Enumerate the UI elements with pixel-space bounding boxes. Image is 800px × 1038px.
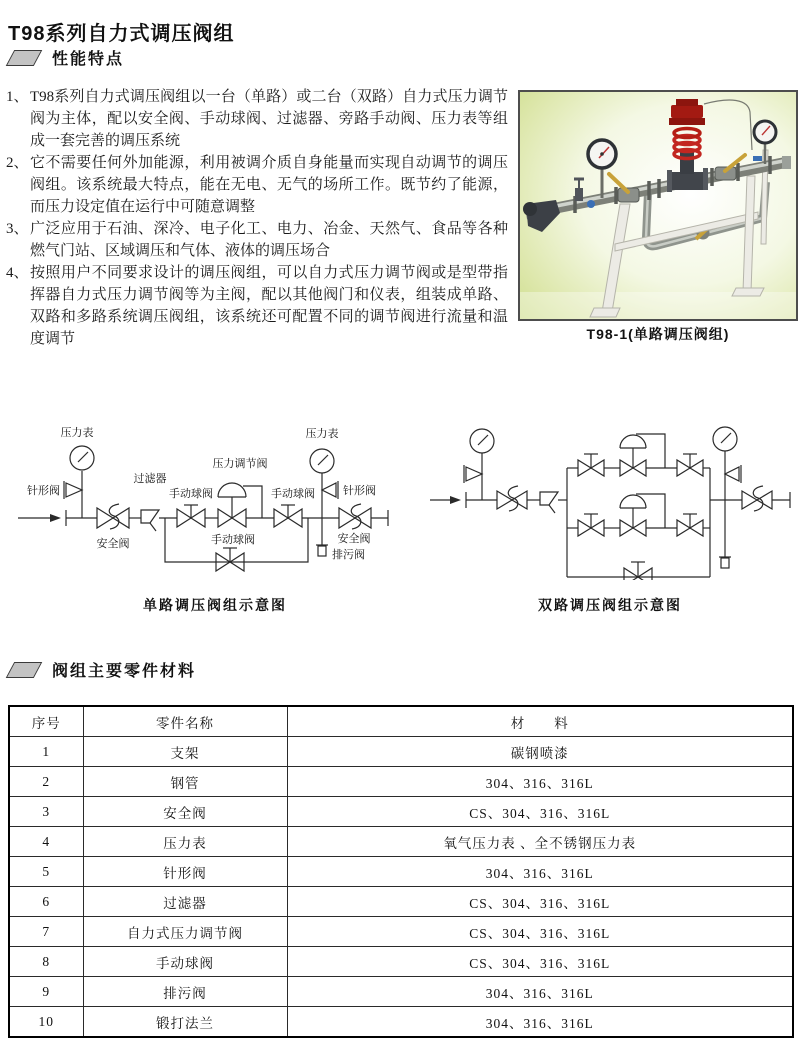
part-name-cell: 过滤器	[83, 887, 287, 917]
regulator-symbol	[620, 434, 665, 476]
diagram-label: 手动球阀	[169, 488, 213, 500]
header-part-name: 零件名称	[83, 706, 287, 737]
material-cell: 碳钢喷漆	[287, 737, 793, 767]
feature-item	[6, 262, 508, 350]
regulator-symbol	[218, 483, 262, 527]
safety-valve-symbol	[339, 504, 371, 529]
features-section-header	[10, 46, 124, 69]
feature-text: 按照用户不同要求设计的调压阀组，可以自力式压力调节阀或是型带指挥器自力式压力调节阀等为主阀，配以其他阀门和仪表，组装成单路、双路和多路系统调压阀组，该系统还可配置不同的调节阀进行流量和温度调节	[30, 265, 508, 347]
safety-valve-symbol	[742, 486, 772, 511]
feature-number: 3、	[6, 221, 29, 237]
material-cell: 304、316、316L	[287, 857, 793, 887]
material-cell: 304、316、316L	[287, 767, 793, 797]
diagram-label: 手动球阀	[271, 488, 315, 500]
part-name-cell: 自力式压力调节阀	[83, 917, 287, 947]
ball-valve-symbol	[578, 514, 604, 536]
materials-heading: 阀组主要零件材料	[52, 663, 197, 680]
double-line-diagram	[420, 420, 800, 580]
table-row	[9, 797, 793, 827]
row-number-cell: 2	[9, 767, 83, 797]
features-heading: 性能特点	[52, 51, 125, 68]
diagram-label: 安全阀	[96, 538, 130, 550]
feature-item	[6, 152, 508, 218]
header-material: 材 料	[287, 706, 793, 737]
page-title: T98系列自力式调压阀组	[8, 23, 235, 46]
material-cell: CS、304、316、316L	[287, 917, 793, 947]
filter-symbol	[141, 510, 159, 531]
table-row	[9, 737, 793, 767]
table-row	[9, 977, 793, 1007]
part-name-cell: 锻打法兰	[83, 1007, 287, 1038]
flow-arrow	[450, 496, 461, 504]
feature-number: 2、	[6, 155, 29, 171]
diagram-label: 压力表	[60, 427, 94, 439]
part-name-cell: 安全阀	[83, 797, 287, 827]
part-name-cell: 支架	[83, 737, 287, 767]
materials-section-header	[10, 658, 196, 681]
feature-number: 4、	[6, 265, 29, 281]
table-row	[9, 857, 793, 887]
table-row	[9, 1007, 793, 1038]
needle-valve-symbol	[725, 465, 741, 483]
feature-text: T98系列自力式调压阀组以一台（单路）或二台（双路）自力式压力调节阀为主体，配以安全阀、手动球阀、过滤器、旁路手动阀、压力表等组成一套完善的调压系统	[30, 89, 508, 149]
single-line-diagram	[0, 420, 420, 580]
ball-valve-symbol	[177, 505, 205, 527]
row-number-cell: 1	[9, 737, 83, 767]
row-number-cell: 6	[9, 887, 83, 917]
row-number-cell: 9	[9, 977, 83, 1007]
part-name-cell: 压力表	[83, 827, 287, 857]
material-cell: CS、304、316、316L	[287, 887, 793, 917]
row-number-cell: 4	[9, 827, 83, 857]
table-row	[9, 917, 793, 947]
part-name-cell: 针形阀	[83, 857, 287, 887]
diagram-label: 排污阀	[332, 549, 365, 561]
table-row	[9, 827, 793, 857]
needle-valve-symbol	[464, 465, 482, 483]
diagram-label: 针形阀	[343, 485, 376, 497]
part-name-cell: 手动球阀	[83, 947, 287, 977]
part-name-cell: 排污阀	[83, 977, 287, 1007]
ball-valve-symbol	[274, 505, 302, 527]
single-diagram-caption: 单路调压阀组示意图	[143, 597, 287, 613]
diagram-label: 压力表	[305, 428, 339, 440]
table-row	[9, 767, 793, 797]
material-cell: CS、304、316、316L	[287, 947, 793, 977]
product-photo-art	[520, 92, 796, 319]
table-row	[9, 947, 793, 977]
feature-number: 1、	[6, 89, 29, 105]
safety-valve-symbol	[97, 504, 129, 529]
drain-valve-symbol	[316, 518, 328, 556]
diagram-label: 安全阀	[337, 533, 371, 545]
double-diagram-caption: 双路调压阀组示意图	[538, 597, 682, 613]
feature-text: 广泛应用于石油、深冷、电子化工、电力、冶金、天然气、食品等各种燃气门站、区域调压和气体、液体的调压场合	[30, 221, 508, 259]
needle-valve-symbol	[322, 481, 338, 499]
material-cell: CS、304、316、316L	[287, 797, 793, 827]
ball-valve-symbol	[216, 548, 244, 571]
feature-list	[6, 86, 508, 350]
row-number-cell: 7	[9, 917, 83, 947]
diagram-label: 压力调节阀	[212, 458, 268, 470]
ball-valve-symbol	[578, 454, 604, 476]
row-number-cell: 5	[9, 857, 83, 887]
needle-valve-symbol	[64, 481, 82, 499]
table-row	[9, 887, 793, 917]
row-number-cell: 10	[9, 1007, 83, 1038]
feature-item	[6, 86, 508, 152]
drain-valve-symbol	[719, 500, 731, 568]
part-name-cell: 钢管	[83, 767, 287, 797]
row-number-cell: 8	[9, 947, 83, 977]
materials-table-body	[9, 737, 793, 1038]
row-number-cell: 3	[9, 797, 83, 827]
photo-caption: T98-1(单路调压阀组)	[586, 326, 730, 342]
material-cell: 氧气压力表 、全不锈钢压力表	[287, 827, 793, 857]
parallelogram-icon	[6, 662, 43, 678]
feature-item	[6, 218, 508, 262]
material-cell: 304、316、316L	[287, 1007, 793, 1038]
parallelogram-icon	[6, 50, 43, 66]
ball-valve-symbol	[677, 454, 703, 476]
materials-table	[8, 705, 794, 1038]
table-header-row	[9, 706, 793, 737]
safety-valve-symbol	[497, 486, 527, 511]
header-index: 序号	[9, 706, 83, 737]
filter-symbol	[540, 492, 558, 513]
ball-valve-symbol	[677, 514, 703, 536]
diagram-label: 过滤器	[133, 473, 167, 485]
flow-arrow	[50, 514, 61, 522]
product-photo	[518, 90, 798, 321]
feature-text: 它不需要任何外加能源，利用被调介质自身能量而实现自动调节的调压阀组。该系统最大特点，能在无电、无气的场所工作。既节约了能源，而压力设定值在运行中可随意调整	[30, 155, 508, 215]
material-cell: 304、316、316L	[287, 977, 793, 1007]
diagram-label: 针形阀	[27, 485, 60, 497]
regulator-symbol	[620, 494, 665, 536]
diagram-label: 手动球阀	[211, 534, 255, 546]
